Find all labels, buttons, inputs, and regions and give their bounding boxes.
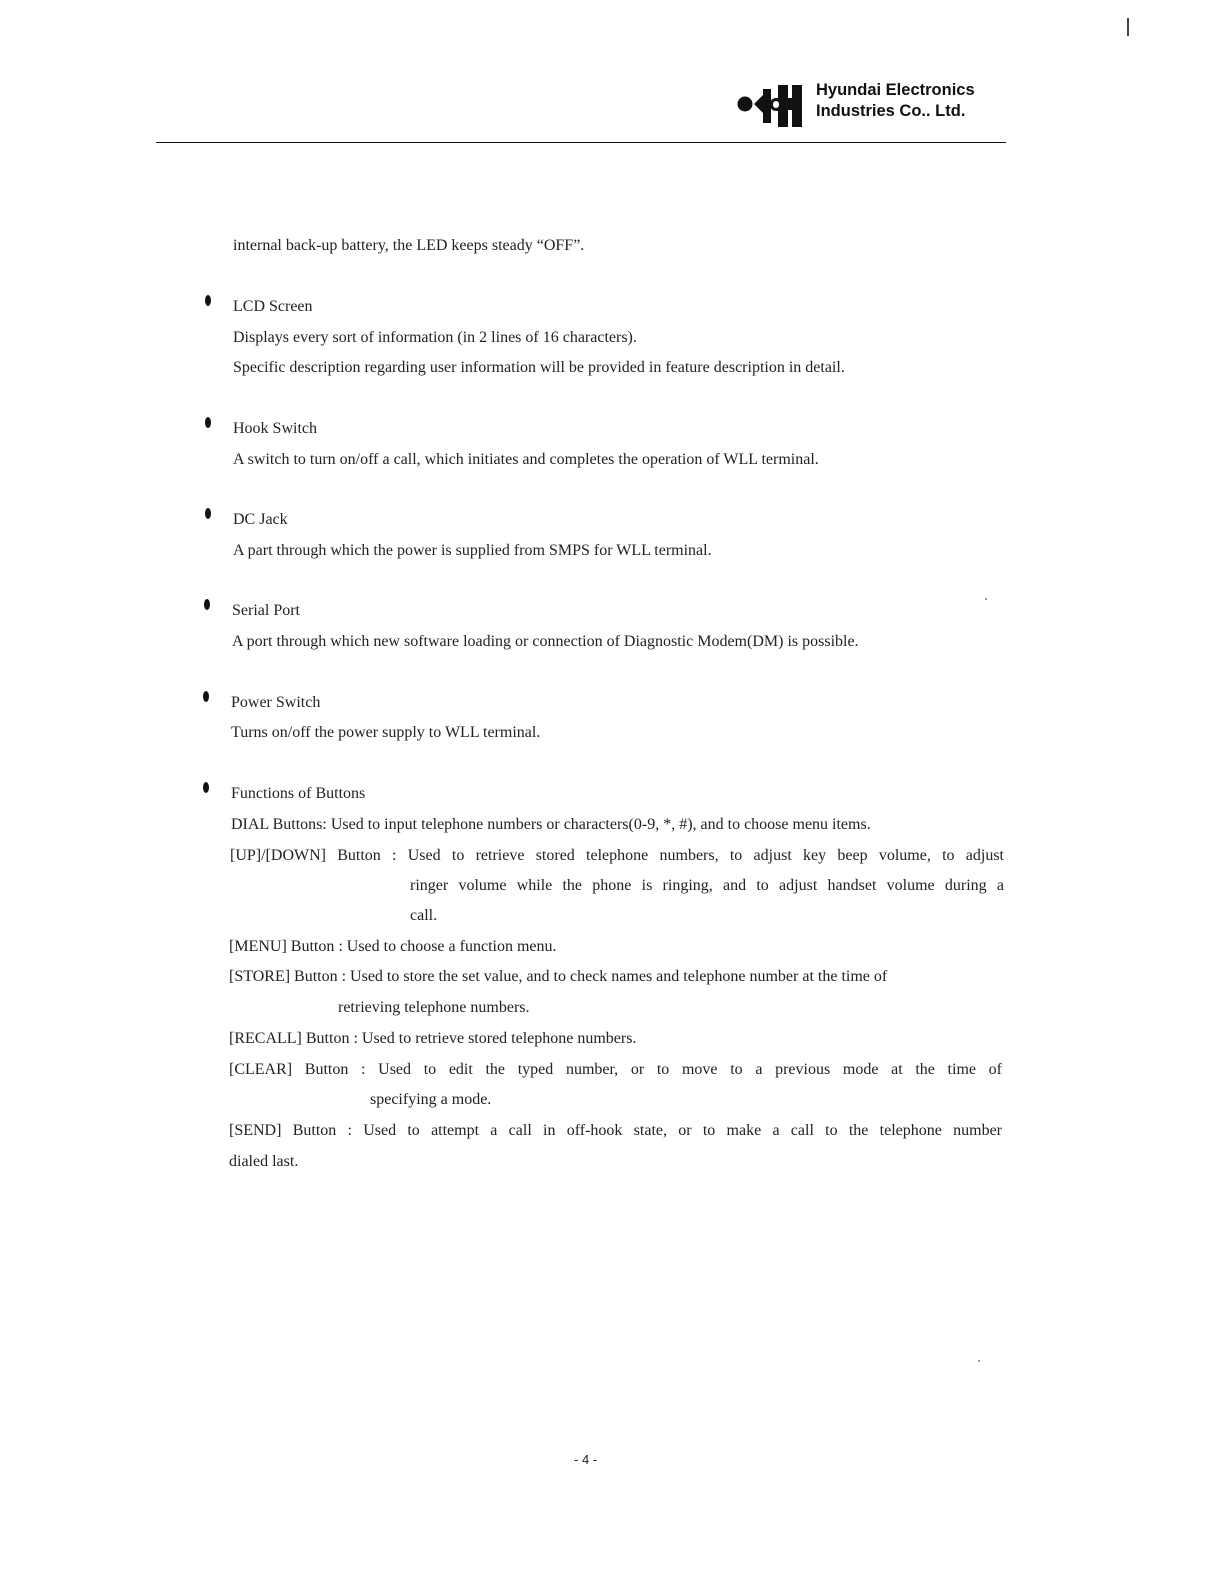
header-rule bbox=[156, 142, 1006, 143]
intro-text: internal back-up battery, the LED keeps steady “OFF”. bbox=[233, 237, 585, 254]
button-description-continuation: call. bbox=[410, 907, 438, 924]
section-text: A port through which new software loading or connection of Diagnostic Modem(DM) is possible. bbox=[232, 633, 859, 650]
section-text: Displays every sort of information (in 2 lines of 16 characters). bbox=[233, 329, 637, 346]
button-description-clear: [CLEAR] Button : Used to edit the typed number, or to move to a previous mode at the time of bbox=[229, 1061, 1002, 1078]
bullet-icon bbox=[205, 295, 211, 306]
section-title-power-switch: Power Switch bbox=[231, 694, 321, 711]
section-text: A switch to turn on/off a call, which initiates and completes the operation of WLL terminal. bbox=[233, 451, 819, 468]
button-description-continuation: specifying a mode. bbox=[370, 1091, 492, 1108]
button-description-dial: DIAL Buttons: Used to input telephone numbers or characters(0-9, *, #), and to choose menu items. bbox=[231, 816, 871, 833]
section-title-dc-jack: DC Jack bbox=[233, 511, 288, 528]
bullet-icon bbox=[205, 417, 211, 428]
button-description-continuation: ringer volume while the phone is ringing, and to adjust handset volume during a bbox=[410, 877, 1004, 894]
bullet-icon bbox=[203, 782, 209, 793]
button-description-menu: [MENU] Button : Used to choose a function menu. bbox=[229, 938, 557, 955]
section-text: Turns on/off the power supply to WLL terminal. bbox=[231, 724, 541, 741]
button-description-store: [STORE] Button : Used to store the set value, and to check names and telephone number at the time of bbox=[229, 968, 888, 985]
bullet-icon bbox=[203, 691, 209, 702]
company-logo-icon bbox=[734, 84, 802, 128]
page-number: - 4 - bbox=[574, 1452, 598, 1467]
button-description-continuation: dialed last. bbox=[229, 1153, 299, 1170]
bullet-icon bbox=[205, 508, 211, 519]
company-name bbox=[816, 80, 975, 122]
company-name-line1: Hyundai Electronics bbox=[816, 81, 975, 99]
scan-speck bbox=[985, 598, 987, 600]
section-title-hook-switch: Hook Switch bbox=[233, 420, 317, 437]
section-text: A part through which the power is supplied from SMPS for WLL terminal. bbox=[233, 542, 712, 559]
scan-mark bbox=[1127, 18, 1129, 36]
scan-speck bbox=[978, 1360, 980, 1362]
section-title-functions-of-buttons: Functions of Buttons bbox=[231, 785, 366, 802]
button-description-continuation: retrieving telephone numbers. bbox=[338, 999, 530, 1016]
section-title-lcd-screen: LCD Screen bbox=[233, 298, 313, 315]
button-description-send: [SEND] Button : Used to attempt a call in off-hook state, or to make a call to the telephone number bbox=[229, 1122, 1002, 1139]
button-description-recall: [RECALL] Button : Used to retrieve stored telephone numbers. bbox=[229, 1030, 637, 1047]
section-title-serial-port: Serial Port bbox=[232, 602, 300, 619]
bullet-icon bbox=[204, 599, 210, 610]
section-text: Specific description regarding user information will be provided in feature description in detail. bbox=[233, 359, 845, 376]
button-description-up-down: [UP]/[DOWN] Button : Used to retrieve stored telephone numbers, to adjust key beep volume, to adjust bbox=[230, 847, 1004, 864]
company-name-line2: Industries Co.. Ltd. bbox=[816, 102, 966, 120]
